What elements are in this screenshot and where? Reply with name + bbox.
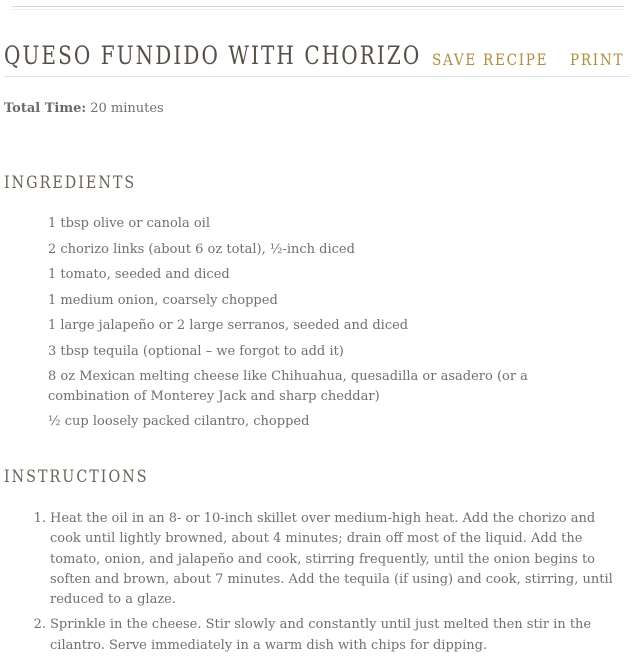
step-number: 1.: [33, 511, 46, 526]
ingredient-item: 1 large jalapeño or 2 large serranos, seeded and diced: [48, 318, 409, 333]
recipe-title: QUESO FUNDIDO WITH CHORIZO: [4, 41, 422, 70]
title-divider: [4, 76, 630, 77]
instructions-heading: INSTRUCTIONS: [4, 467, 149, 487]
ingredient-item: 2 chorizo links (about 6 oz total), ½-inch diced: [48, 241, 355, 257]
total-time-value: 20 minutes: [90, 101, 164, 116]
step-text: Sprinkle in the cheese. Stir slowly and constantly until just melted then stir in the cilantro. Serve immediately in a warm dish with chips for dipping.: [50, 617, 592, 653]
ingredients-list: [48, 214, 608, 438]
instructions-list: [33, 509, 624, 661]
total-time-label: Total Time:: [4, 101, 87, 116]
step-text: Heat the oil in an 8- or 10-inch skillet over medium-high heat. Add the chorizo and cook until lightly browned, about 4 minutes; drain off most of the liquid. Add the tomato, onion, and jalapeño and cook, stirring frequently, until the onion begins to soften and brown, about 7 minutes. Add the tequila (if using) and cook, stirring, until reduced to a glaze.: [50, 511, 613, 608]
print-link[interactable]: PRINT: [570, 50, 625, 69]
recipe-header: [4, 38, 634, 74]
total-time: [4, 100, 164, 118]
save-recipe-link[interactable]: SAVE RECIPE: [432, 50, 549, 69]
instruction-step: [33, 509, 624, 610]
ingredient-item: ½ cup loosely packed cilantro, chopped: [48, 414, 310, 429]
top-divider-secondary: [12, 9, 624, 10]
instruction-step: [33, 615, 624, 656]
ingredient-item: 1 tbsp olive or canola oil: [48, 216, 210, 231]
top-divider: [12, 6, 624, 7]
ingredient-item: 1 medium onion, coarsely chopped: [48, 292, 278, 308]
ingredients-heading: INGREDIENTS: [4, 173, 137, 193]
ingredient-item: 8 oz Mexican melting cheese like Chihuahua, quesadilla or asadero (or a combination of Monterey Jack and sharp cheddar): [48, 369, 528, 404]
step-number: 2.: [33, 617, 46, 633]
ingredient-item: 1 tomato, seeded and diced: [48, 267, 230, 282]
ingredient-item: 3 tbsp tequila (optional – we forgot to add it): [48, 343, 344, 359]
